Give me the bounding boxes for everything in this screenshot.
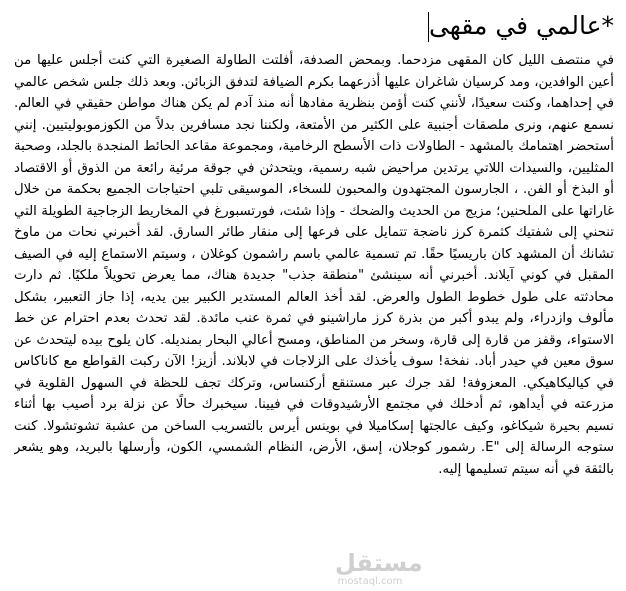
document-body: في منتصف الليل كان المقهى مزدحما. وبمحض الصدفة، أفلتت الطاولة الصغيرة التي كنت أجلس عليها من أعين الوافدين، ومد كرسيان شاغران عليها أذرعهما بكرم الضيافة لتدفق الزبائن. وبعد ذلك جلس شخص عالمي في إحداهما، وكنت سعيدًا، لأنني كنت أؤمن بنظرية مفادها أنه منذ آدم لم يكن هناك مواطن حقيقي في العالم. نسمع عنهم، ونرى ملصقات أجنبية على الكثير من الأمتعة، ولكننا نجد مسافرين بدلاً من الكوزموبوليتيين. إنني أستحضر اهتمامك بالمشهد - الطاولات ذات الأسطح الرخامية، ومجموعة مقاعد الحائط المنجدة بالجلد، وصحبة المثليين، والسيدات اللاتي يرتدين مراحيض شبه رسمية، ويتحدثن في جوقة مرئية رائعة من الذوق أو الاقتصاد أو البذخ أو الفن. ، الجارسون المجتهدون والمحبون للسخاء، الموسيقى تلبي احتياجات الجميع بحكمة من خلال غاراتها على الملحنين؛ مزيج من الحديث والضحك - وإذا شئت، فورتسبورغ في المخاريط الزجاجية الطويلة التي تنحني إلى شفتيك كثمرة كرز ناضجة تتمايل على فرعها إلى منقار طائر السارق. لقد أخبرني نحات من ماوخ تشانك أن المشهد كان باريسيًا حقًا. تم تسمية عالمي باسم راشمون كوغلان ، وسيتم الاستماع إليه في الصيف المقبل في كوني آيلاند. أخبرني أنه سينشئ "منطقة جذب" جديدة هناك، مما يعرض تحويلاً ملكيًا. ثم دارت محادثته على طول خطوط الطول والعرض. لقد أخذ العالم المستدير الكبير بين يديه، إذا جاز التعبير، بشكل مألوف وازدراء، ولم يبدو أكبر من بذرة كرز ماراشينو في ثمرة عنب مائدة. لقد تحدث بعدم احترام عن خط الاستواء، وقفز من قارة إلى قارة، وسخر من المناطق، ومسح أعالي البحار بمنديله. كان يلوح بيده ليتحدث عن سوق معين في حيدر أباد. نفخة! سوف يأخذك على الزلاجات في لابلاند. أزيز! الآن ركبت القواطع مع كاناكاس في كياليكاهيكي. المعزوفة! لقد جرك عبر مستنقع أركنساس، وتركك تجف للحظة في السهول القلوية في مزرعته في أيداهو، ثم أدخلك في مجتمع الأرشيدوقات في فيينا. سيخبرك حالًا عن نزلة برد أصيب بها أثناء نسيم بحيرة شيكاغو، وكيف عالجتها إسكاميلا في بوينس أيرس بالتسريب الساخن من عشبة تشوتشولا. كنت ستوجه الرسالة إلى "E. رشمور كوجلان، إسق، الأرض، النظام الشمسي، الكون، وأرسلها بالبريد، وهو يشعر بالثقة في أنه سيتم تسليمها إليه. bbox=[14, 53, 614, 477]
title-text: *عالمي في مقهى bbox=[428, 11, 614, 40]
document-title bbox=[14, 8, 614, 44]
watermark-logo: مستقل bbox=[335, 549, 423, 577]
watermark-domain: mostaql.com bbox=[337, 576, 403, 587]
document-page bbox=[14, 0, 614, 591]
